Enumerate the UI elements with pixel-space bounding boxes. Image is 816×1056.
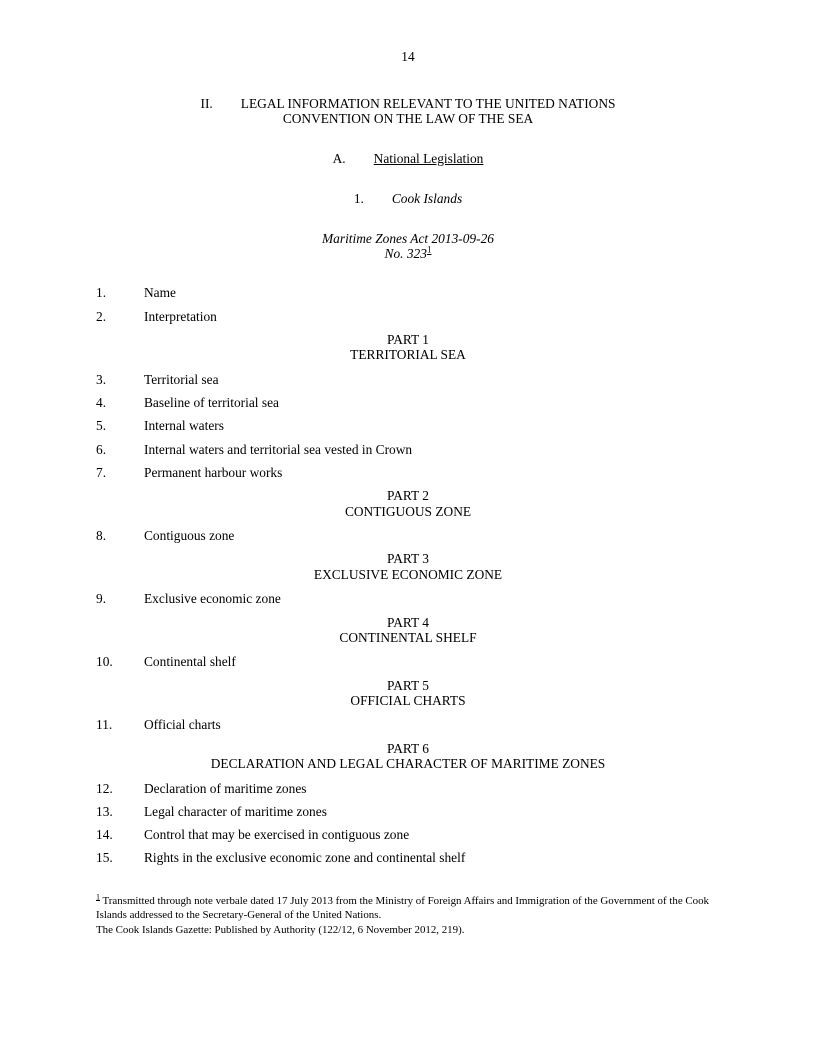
section-title-line1: LEGAL INFORMATION RELEVANT TO THE UNITED NATIONS — [240, 96, 616, 111]
toc-entry — [96, 654, 720, 677]
act-number-line — [96, 246, 720, 261]
toc-entry-text: Baseline of territorial sea — [144, 395, 279, 411]
toc-entry-number: 8. — [96, 528, 107, 544]
toc-entry — [96, 372, 720, 395]
act-title: Maritime Zones Act 2013-09-26 — [322, 230, 494, 246]
country-number: 1. — [353, 191, 364, 207]
part-heading-title: OFFICIAL CHARTS — [350, 693, 466, 709]
part-heading-title: EXCLUSIVE ECONOMIC ZONE — [313, 566, 503, 582]
toc-entry-number: 9. — [96, 591, 107, 607]
toc-entry — [96, 418, 720, 441]
toc-entry-text: Name — [144, 285, 176, 301]
toc-entry-number: 7. — [96, 465, 107, 481]
part-heading-number: PART 4 — [387, 614, 429, 630]
part-heading — [96, 551, 720, 582]
country-name: Cook Islands — [391, 191, 463, 207]
toc-entry-number: 15. — [96, 850, 113, 866]
toc-entry-number: 4. — [96, 395, 107, 411]
toc-entry — [96, 395, 720, 418]
table-of-contents — [96, 285, 720, 873]
toc-entry-number: 6. — [96, 441, 107, 457]
part-heading — [96, 488, 720, 519]
footnote-text: Transmitted through note verbale dated 17 July 2013 from the Ministry of Foreign Affairs and Immigration of the Government of the Cook Islands addressed to the Secretary-General of the United Nations. — [96, 895, 709, 922]
subsection-letter: A. — [332, 150, 346, 166]
country-heading — [96, 191, 720, 206]
toc-entry-text: Internal waters and territorial sea vested in Crown — [144, 441, 413, 457]
part-heading-number: PART 3 — [387, 551, 429, 567]
toc-entry-number: 10. — [96, 654, 113, 670]
part-heading — [96, 615, 720, 646]
toc-entry-number: 1. — [96, 285, 107, 301]
toc-entry — [96, 442, 720, 465]
toc-entry — [96, 465, 720, 488]
toc-entry — [96, 850, 720, 873]
toc-entry — [96, 285, 720, 308]
page-number: 14 — [401, 49, 415, 64]
toc-entry-number: 13. — [96, 803, 113, 819]
toc-entry — [96, 781, 720, 804]
part-heading-number: PART 5 — [387, 677, 429, 693]
toc-entry-text: Continental shelf — [144, 654, 236, 670]
toc-entry-number: 11. — [96, 717, 113, 733]
toc-entry-text: Exclusive economic zone — [144, 591, 281, 607]
footnote-gazette-line: The Cook Islands Gazette: Published by Authority (122/12, 6 November 2012, 219). — [96, 923, 465, 936]
toc-entry-number: 3. — [96, 371, 107, 387]
subsection-title: National Legislation — [373, 150, 484, 166]
section-heading — [96, 96, 720, 127]
toc-entry-text: Declaration of maritime zones — [144, 780, 307, 796]
part-heading — [96, 741, 720, 772]
footnote-marker-link[interactable]: 1 — [96, 892, 100, 902]
part-heading-number: PART 1 — [387, 332, 429, 348]
toc-entry-text: Interpretation — [144, 308, 217, 324]
part-heading-title: DECLARATION AND LEGAL CHARACTER OF MARITIME ZONES — [210, 756, 606, 772]
toc-entry — [96, 528, 720, 551]
subsection-heading — [96, 151, 720, 166]
toc-entry-text: Contiguous zone — [144, 528, 235, 544]
toc-entry-text: Control that may be exercised in contiguous zone — [144, 827, 410, 843]
toc-entry — [96, 804, 720, 827]
toc-entry-text: Official charts — [144, 717, 221, 733]
toc-entry-text: Legal character of maritime zones — [144, 803, 327, 819]
toc-entry-number: 12. — [96, 780, 113, 796]
toc-entry — [96, 591, 720, 614]
toc-entry-text: Rights in the exclusive economic zone and continental shelf — [144, 850, 466, 866]
toc-entry-number: 5. — [96, 418, 107, 434]
toc-entry — [96, 827, 720, 850]
toc-entry — [96, 309, 720, 332]
part-heading — [96, 678, 720, 709]
act-title-block — [96, 231, 720, 262]
toc-entry-text: Internal waters — [144, 418, 224, 434]
act-number: No. 323 — [384, 246, 427, 262]
section-title-line2: CONVENTION ON THE LAW OF THE SEA — [282, 111, 534, 127]
toc-entry-text: Territorial sea — [144, 371, 219, 387]
part-heading-number: PART 6 — [387, 740, 429, 756]
toc-entry — [96, 717, 720, 740]
part-heading — [96, 332, 720, 363]
part-heading-title: TERRITORIAL SEA — [350, 347, 466, 363]
section-numeral: II. — [200, 96, 213, 111]
toc-entry-text: Permanent harbour works — [144, 465, 283, 481]
part-heading-number: PART 2 — [387, 488, 429, 504]
toc-entry-number: 14. — [96, 827, 113, 843]
part-heading-title: CONTIGUOUS ZONE — [344, 503, 472, 519]
footnote-block — [96, 894, 720, 937]
toc-entry-number: 2. — [96, 308, 107, 324]
section-heading-line1 — [96, 96, 720, 111]
part-heading-title: CONTINENTAL SHELF — [339, 629, 477, 645]
footnote-line — [96, 894, 720, 923]
footnote-reference-link[interactable]: 1 — [426, 244, 432, 255]
